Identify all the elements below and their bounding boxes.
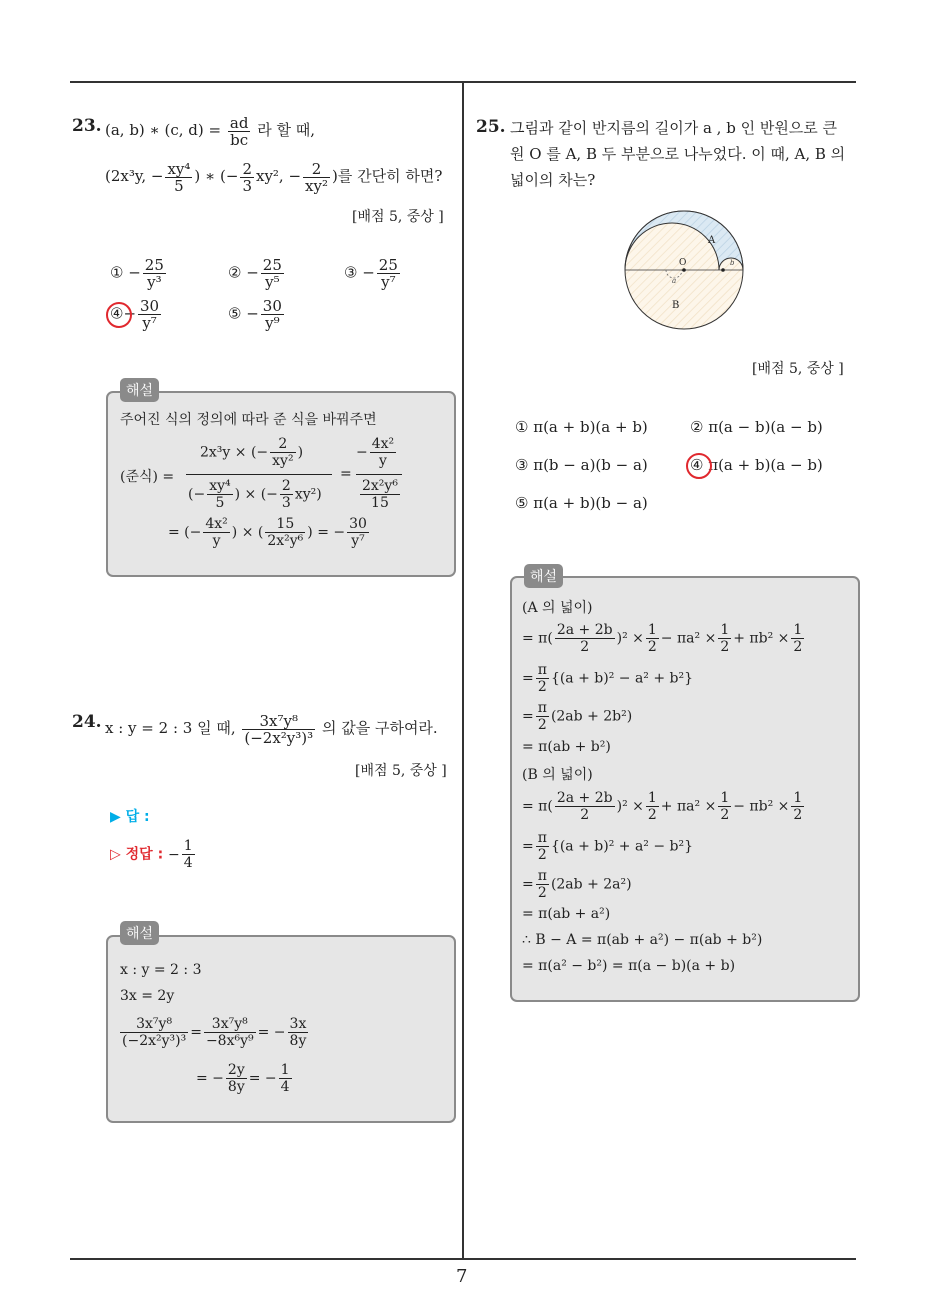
q23-sol-bottom: (− $\frac{\text{xy⁴}}{5}$ ) × (− $\frac{2}{3}$ xy²) bbox=[188, 478, 322, 511]
q25-s8: = $\frac{\pi}{2}$ {(a + b)² + a² − b²} bbox=[522, 830, 694, 863]
q25-meta: [배점 5, 중상 ] bbox=[752, 361, 844, 377]
q24-number: 24. bbox=[72, 712, 102, 732]
q23-choice-5[interactable]: ⑤ − $\frac{30}{\text{y⁹}}$ bbox=[228, 297, 282, 332]
q23-line1: (a, b) ∗ (c, d) = $\frac{ad}{bc}$ 라 할 때, bbox=[105, 113, 315, 149]
q25-solution-tag: 해설 bbox=[524, 564, 563, 588]
q25-answer-circle bbox=[686, 453, 712, 479]
q23-sol-main-bar bbox=[186, 474, 332, 475]
q23-sol-right-top: − $\frac{\text{4x²}}{y}$ bbox=[356, 436, 395, 469]
q25-s5: = π(ab + b²) bbox=[522, 739, 611, 755]
q25-s2: = π( $\frac{2a + 2b}{2}$ )² × $\frac{1}{2}$ − πa² × $\frac{1}{2}$ + πb² × $\frac{1}{2}$ bbox=[522, 622, 803, 655]
q23-sol-eq: = bbox=[340, 466, 352, 482]
q23-sol-line3: = (− $\frac{\text{4x²}}{y}$ ) × ( $\frac{15}{\text{2x²y⁶}}$ ) = − $\frac{30}{\text{y⁷}}$ bbox=[168, 516, 367, 549]
q25-label-b-region: B bbox=[672, 300, 680, 311]
q24-sol4: = − $\frac{2y}{8y}$ = − $\frac{1}{4}$ bbox=[196, 1062, 290, 1095]
q25-s12: = π(a² − b²) = π(a − b)(a + b) bbox=[522, 958, 736, 974]
q23-sol-right-bar bbox=[356, 474, 402, 475]
q23-choice-4[interactable]: ④− $\frac{30}{\text{y⁷}}$ bbox=[110, 297, 160, 332]
q24-sol1: x : y = 2 : 3 bbox=[120, 962, 202, 978]
q25-s7: = π( $\frac{2a + 2b}{2}$ )² × $\frac{1}{2}$ + πa² × $\frac{1}{2}$ − πb² × $\frac{1}{2}$ bbox=[522, 790, 803, 823]
q25-choice-4[interactable]: ④ π(a + b)(a − b) bbox=[690, 456, 823, 474]
q25-s3: = $\frac{\pi}{2}$ {(a + b)² − a² + b²} bbox=[522, 662, 694, 695]
q23-sol-right-bottom: $\frac{\text{2x²y⁶}}{15}$ bbox=[362, 478, 398, 511]
q25-choice-2[interactable]: ② π(a − b)(a − b) bbox=[690, 418, 823, 436]
page-number: 7 bbox=[456, 1266, 468, 1287]
q25-s10: = π(ab + a²) bbox=[522, 906, 611, 922]
q23-sol-intro: 주어진 식의 정의에 따라 준 식을 바꿔주면 bbox=[120, 412, 377, 428]
q25-choice-1[interactable]: ① π(a + b)(a + b) bbox=[515, 418, 648, 436]
q25-center-dot bbox=[682, 268, 686, 272]
q24-sol2: 3x = 2y bbox=[120, 988, 175, 1004]
q23-number: 23. bbox=[72, 116, 102, 136]
q25-label-b-radius: b bbox=[730, 259, 735, 267]
q25-label-a-radius: a bbox=[672, 277, 677, 285]
q25-s1: (A 의 넓이) bbox=[522, 600, 593, 616]
q25-label-o: O bbox=[679, 258, 687, 268]
column-divider bbox=[462, 82, 464, 1258]
q25-s6: (B 의 넓이) bbox=[522, 767, 593, 783]
q25-point-dot bbox=[721, 268, 725, 272]
q25-s9: = $\frac{\pi}{2}$ (2ab + 2a²) bbox=[522, 868, 632, 901]
q25-choice-3[interactable]: ③ π(b − a)(b − a) bbox=[515, 456, 648, 474]
q25-label-a-region: A bbox=[708, 235, 716, 246]
q25-line2: 원 O 를 A, B 두 부분으로 나누었다. 이 때, A, B 의 bbox=[510, 145, 846, 163]
bottom-rule bbox=[70, 1258, 856, 1260]
q23-meta: [배점 5, 중상 ] bbox=[352, 209, 444, 225]
q24-correct-answer: ▷ 정답 : − $\frac{1}{4}$ bbox=[110, 838, 193, 871]
q23-choice-3[interactable]: ③ − $\frac{25}{\text{y⁷}}$ bbox=[344, 256, 398, 291]
q25-s4: = $\frac{\pi}{2}$ (2ab + 2b²) bbox=[522, 700, 633, 733]
q23-choice-1[interactable]: ① − $\frac{25}{\text{y³}}$ bbox=[110, 256, 164, 291]
q24-solution-tag: 해설 bbox=[120, 921, 159, 945]
q23-answer-circle bbox=[106, 302, 132, 328]
q24-meta: [배점 5, 중상 ] bbox=[355, 763, 447, 779]
q23-solution-tag: 해설 bbox=[120, 378, 159, 402]
q25-s11: ∴ B − A = π(ab + a²) − π(ab + b²) bbox=[522, 932, 763, 948]
q25-number: 25. bbox=[476, 117, 506, 137]
q23-choice-2[interactable]: ② − $\frac{25}{\text{y⁵}}$ bbox=[228, 256, 282, 291]
q23-sol-top: 2x³y × (− $\frac{2}{\text{xy²}}$ ) bbox=[200, 436, 304, 469]
q23-line2: (2x³y, − $\frac{\text{xy⁴}}{5}$ ) ∗ (− $\frac{2}{3}$ xy², − $\frac{2}{\text{xy²}}$ )를 간단히 하면? bbox=[105, 159, 443, 195]
q23-def-fraction: $\frac{ad}{bc}$ bbox=[229, 113, 249, 149]
q24-answer-label[interactable]: ▶ 답 : bbox=[110, 809, 150, 825]
q25-line1: 그림과 같이 반지름의 길이가 a , b 인 반원으로 큰 bbox=[510, 119, 838, 137]
q24-sol3: $\frac{\text{3x⁷y⁸}}{\text{(−2x²y³)³}}$ = $\frac{\text{3x⁷y⁸}}{\text{−8x⁶y⁹}}$ = − $\frac{3x}{8y}$ bbox=[122, 1016, 307, 1049]
q23-sol-label: (준식) = bbox=[120, 469, 175, 485]
q24-line1: x : y = 2 : 3 일 때, $\frac{\text{3x⁷y⁸}}{\text{(−2x²y³)³}}$ 의 값을 구하여라. bbox=[105, 711, 438, 747]
q25-line3: 넓이의 차는? bbox=[510, 171, 596, 189]
q25-choice-5[interactable]: ⑤ π(a + b)(b − a) bbox=[515, 494, 648, 512]
q25-figure bbox=[618, 205, 754, 335]
